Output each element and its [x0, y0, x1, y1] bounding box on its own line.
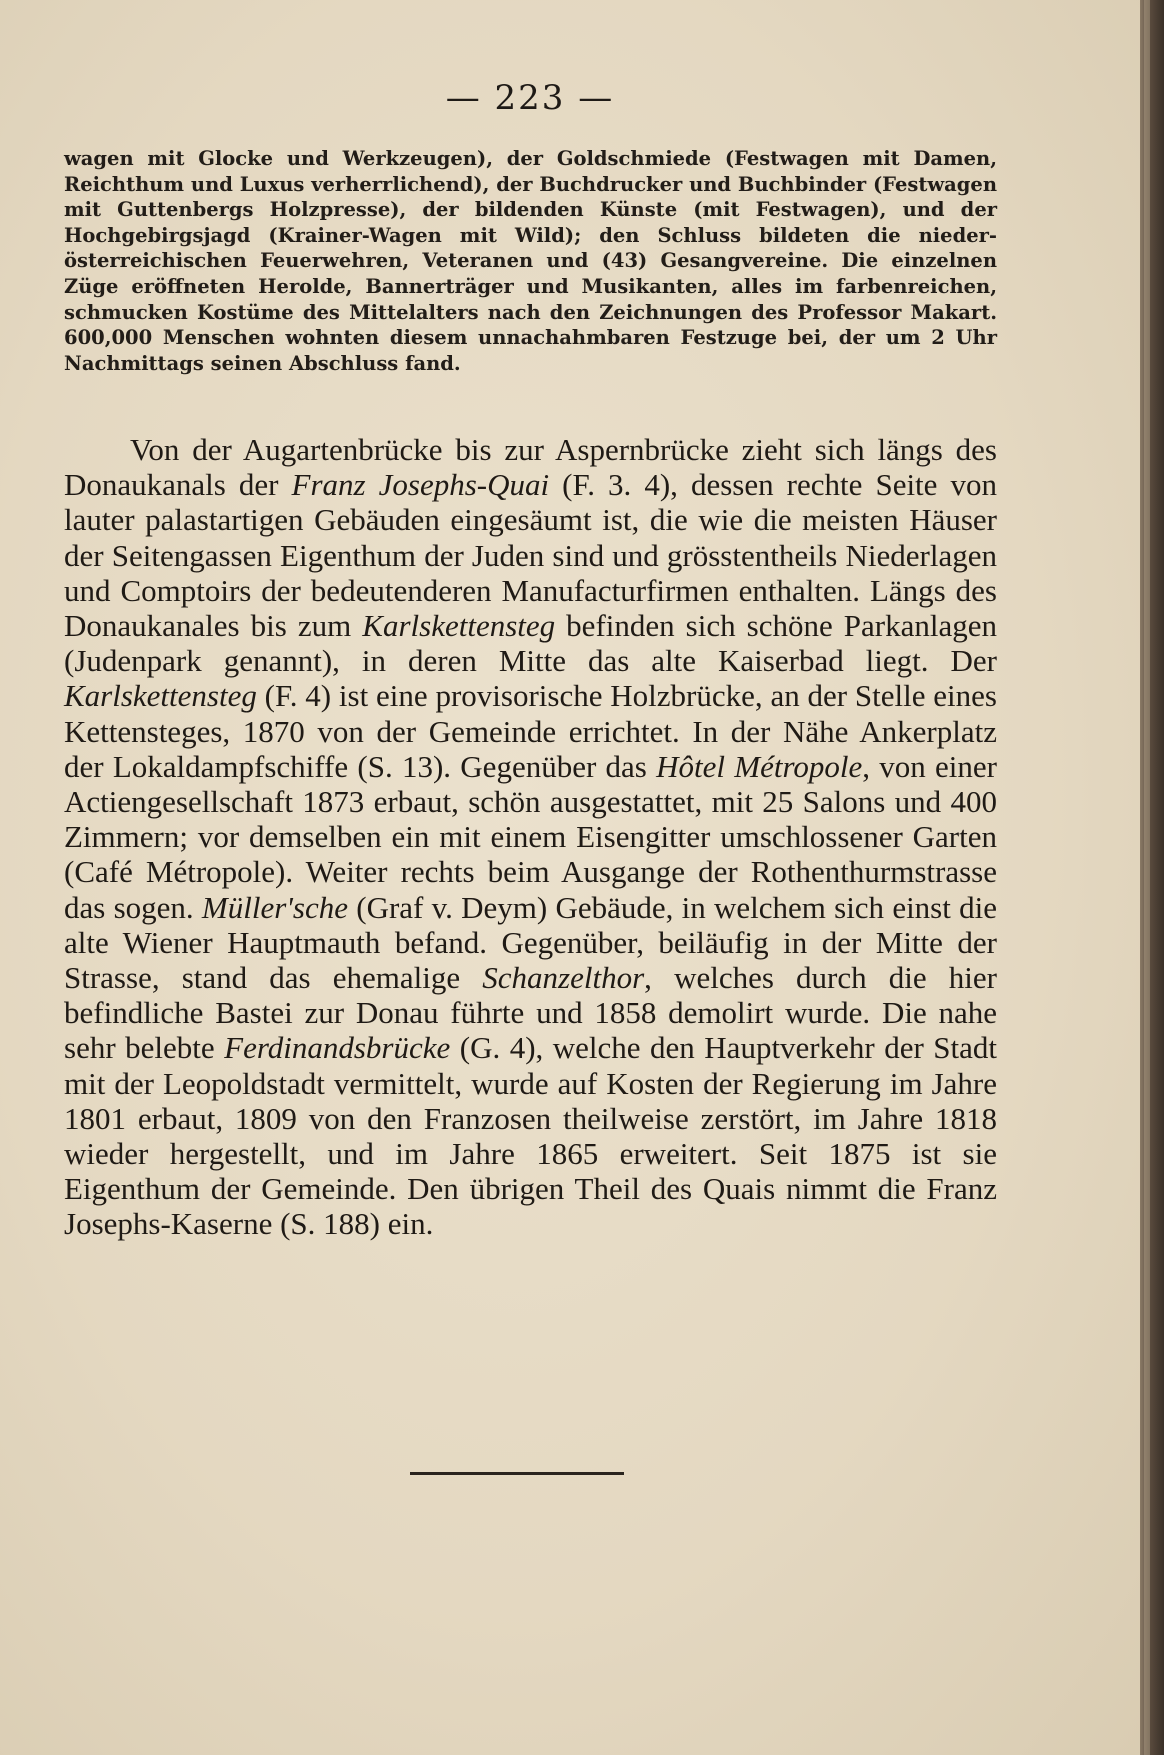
text-segment: (G. 4), welche den Hauptverkehr der Stadt mit der Leopoldstadt vermittelt, wurde auf Kosten der Regierung im Jahre 1801 erbaut, 1809 von den Franzosen theilweise zerstört, im Jahre 1818 wieder hergestellt, und im Jahre 1865 erweitert. Seit 1875 ist sie Eigenthum der Gemeinde. Den übrigen Theil des Quais nimmt die Franz Josephs-Kaserne (S. 188) ein.	[64, 1030, 997, 1242]
text-segment: befinden sich schöne Parkanlagen (Judenpark genannt), in deren Mitte das alte Kaiserbad liegt. Der	[64, 608, 997, 679]
main-paragraph	[64, 432, 997, 1242]
italic-term: Ferdinandsbrücke	[224, 1030, 451, 1066]
page-edge-stripe	[1144, 0, 1150, 1755]
italic-term: Müller'sche	[201, 889, 348, 925]
text-segment: , von einer Actiengesellschaft 1873 erbaut, schön ausgestattet, mit 25 Salons und 400 Zimmern; vor demselben ein mit einem Eisengitter umschlossener Garten (Café Métropole). Weiter rechts beim Ausgange der Rothenthurmstrasse das sogen.	[64, 748, 997, 925]
text-segment: (F. 3. 4), dessen rechte Seite von lauter palastartigen Gebäuden eingesäumt ist, die wie die meisten Häuser der Seitengassen Eigenthum der Juden sind und grösstentheils Niederlagen und Comptoirs der bedeutenderen Manufacturfirmen enthalten. Längs des Donaukanales bis zum	[64, 467, 997, 644]
text-segment: Von der Augartenbrücke bis zur Aspernbrücke zieht sich längs des Donaukanals der	[64, 432, 997, 503]
text-segment: (Graf v. Deym) Gebäude, in welchem sich einst die alte Wiener Hauptmauth befand. Gegenüber, beiläufig in der Mitte der Strasse, stand das ehemalige	[64, 889, 997, 996]
italic-term: Karlskettensteg	[362, 608, 556, 644]
page-number: — 223 —	[445, 78, 615, 118]
italic-term: Franz Josephs-Quai	[291, 467, 550, 503]
section-divider-rule	[410, 1472, 624, 1475]
text-segment: (F. 4) ist eine provisorische Holzbrücke, an der Stelle eines Kettensteges, 1870 von der Gemeinde errichtet. In der Nähe Ankerplatz der Lokaldampfschiffe (S. 13). Gegenüber das	[64, 678, 997, 784]
small-print-paragraph: wagen mit Glocke und Werkzeugen), der Goldschmiede (Festwagen mit Damen, Reichthum und Luxus verherrlichend), der Buchdrucker und Buchbinder (Festwagen mit Guttenbergs Holzpresse), der bildenden Künste (mit Festwagen), und der Hochgebirgsjagd (Krainer-Wagen mit Wild); den Schluss bildeten die nieder-österreichischen Feuerwehren, Veteranen und (43) Gesangvereine. Die einzelnen Züge eröffneten Herolde, Bannerträger und Musikanten, alles im farbenreichen, schmucken Kostüme des Mittelalters nach den Zeichnungen des Professor Makart. 600,000 Menschen wohnten diesem unnachahmbaren Festzuge bei, der um 2 Uhr Nachmittags seinen Abschluss fand.	[64, 147, 997, 375]
italic-term: Hôtel Métropole	[656, 748, 863, 784]
italic-term: Karlskettensteg	[64, 678, 257, 714]
italic-term: Schanzelthor	[482, 960, 645, 996]
text-segment: , welches durch die hier befindliche Bastei zur Donau führte und 1858 demolirt wurde. Die nahe sehr belebte	[64, 960, 997, 1066]
